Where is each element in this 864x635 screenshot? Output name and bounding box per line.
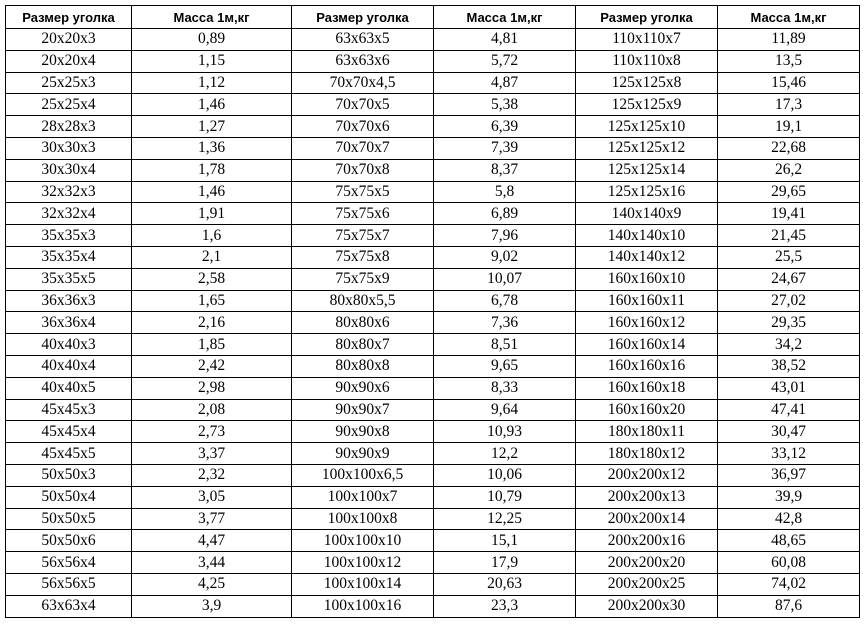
size-cell: 28x28x3 [6, 116, 132, 138]
mass-cell: 2,42 [132, 355, 292, 377]
mass-cell: 19,41 [718, 203, 860, 225]
size-cell: 56x56x4 [6, 552, 132, 574]
table-row [6, 50, 860, 72]
mass-cell: 2,16 [132, 312, 292, 334]
header-size-col-2: Размер уголка [292, 6, 434, 29]
mass-cell: 43,01 [718, 377, 860, 399]
size-cell: 50x50x5 [6, 508, 132, 530]
mass-cell: 0,89 [132, 29, 292, 51]
table-row [6, 334, 860, 356]
mass-cell: 36,97 [718, 464, 860, 486]
size-cell: 30x30x3 [6, 137, 132, 159]
mass-cell: 12,2 [434, 443, 576, 465]
mass-cell: 3,37 [132, 443, 292, 465]
size-cell: 100x100x7 [292, 486, 434, 508]
table-row [6, 552, 860, 574]
table-row [6, 137, 860, 159]
size-cell: 200x200x16 [576, 530, 718, 552]
table-row [6, 290, 860, 312]
size-cell: 90x90x6 [292, 377, 434, 399]
size-cell: 100x100x6,5 [292, 464, 434, 486]
mass-cell: 13,5 [718, 50, 860, 72]
table-row [6, 355, 860, 377]
mass-cell: 1,15 [132, 50, 292, 72]
mass-cell: 3,44 [132, 552, 292, 574]
size-cell: 90x90x7 [292, 399, 434, 421]
table-row [6, 573, 860, 595]
mass-cell: 74,02 [718, 573, 860, 595]
mass-cell: 2,08 [132, 399, 292, 421]
size-cell: 125x125x8 [576, 72, 718, 94]
size-cell: 100x100x12 [292, 552, 434, 574]
size-cell: 70x70x4,5 [292, 72, 434, 94]
size-cell: 80x80x6 [292, 312, 434, 334]
size-cell: 75x75x5 [292, 181, 434, 203]
mass-cell: 8,37 [434, 159, 576, 181]
mass-cell: 42,8 [718, 508, 860, 530]
mass-cell: 24,67 [718, 268, 860, 290]
mass-cell: 3,05 [132, 486, 292, 508]
mass-cell: 10,79 [434, 486, 576, 508]
size-cell: 200x200x20 [576, 552, 718, 574]
mass-cell: 21,45 [718, 225, 860, 247]
size-cell: 140x140x9 [576, 203, 718, 225]
mass-cell: 4,25 [132, 573, 292, 595]
header-row [6, 6, 860, 29]
size-cell: 36x36x4 [6, 312, 132, 334]
mass-cell: 30,47 [718, 421, 860, 443]
angle-weight-table [5, 5, 860, 618]
mass-cell: 19,1 [718, 116, 860, 138]
size-cell: 70x70x8 [292, 159, 434, 181]
table-row [6, 94, 860, 116]
size-cell: 200x200x12 [576, 464, 718, 486]
table-row [6, 443, 860, 465]
mass-cell: 8,51 [434, 334, 576, 356]
size-cell: 160x160x11 [576, 290, 718, 312]
table-row [6, 377, 860, 399]
size-cell: 40x40x4 [6, 355, 132, 377]
size-cell: 90x90x8 [292, 421, 434, 443]
header-mass-col-3: Масса 1м,кг [718, 6, 860, 29]
size-cell: 50x50x6 [6, 530, 132, 552]
mass-cell: 3,77 [132, 508, 292, 530]
mass-cell: 1,27 [132, 116, 292, 138]
size-cell: 80x80x8 [292, 355, 434, 377]
size-cell: 200x200x30 [576, 595, 718, 617]
size-cell: 75x75x9 [292, 268, 434, 290]
mass-cell: 27,02 [718, 290, 860, 312]
size-cell: 110x110x7 [576, 29, 718, 51]
size-cell: 140x140x10 [576, 225, 718, 247]
mass-cell: 1,6 [132, 225, 292, 247]
size-cell: 35x35x5 [6, 268, 132, 290]
size-cell: 110x110x8 [576, 50, 718, 72]
size-cell: 125x125x9 [576, 94, 718, 116]
mass-cell: 11,89 [718, 29, 860, 51]
size-cell: 63x63x6 [292, 50, 434, 72]
size-cell: 100x100x8 [292, 508, 434, 530]
mass-cell: 9,02 [434, 246, 576, 268]
table-row [6, 29, 860, 51]
mass-cell: 22,68 [718, 137, 860, 159]
mass-cell: 33,12 [718, 443, 860, 465]
size-cell: 180x180x12 [576, 443, 718, 465]
table-row [6, 486, 860, 508]
size-cell: 40x40x3 [6, 334, 132, 356]
mass-cell: 5,72 [434, 50, 576, 72]
size-cell: 125x125x10 [576, 116, 718, 138]
mass-cell: 1,78 [132, 159, 292, 181]
table-body [6, 29, 860, 618]
mass-cell: 23,3 [434, 595, 576, 617]
mass-cell: 2,1 [132, 246, 292, 268]
header-size-col-3: Размер уголка [576, 6, 718, 29]
mass-cell: 1,46 [132, 181, 292, 203]
mass-cell: 2,98 [132, 377, 292, 399]
header-mass-col-1: Масса 1м,кг [132, 6, 292, 29]
table-row [6, 399, 860, 421]
size-cell: 32x32x4 [6, 203, 132, 225]
size-cell: 75x75x7 [292, 225, 434, 247]
size-cell: 160x160x10 [576, 268, 718, 290]
mass-cell: 17,3 [718, 94, 860, 116]
size-cell: 30x30x4 [6, 159, 132, 181]
mass-cell: 38,52 [718, 355, 860, 377]
mass-cell: 25,5 [718, 246, 860, 268]
mass-cell: 10,06 [434, 464, 576, 486]
size-cell: 160x160x12 [576, 312, 718, 334]
mass-cell: 3,9 [132, 595, 292, 617]
table-row [6, 181, 860, 203]
size-cell: 80x80x5,5 [292, 290, 434, 312]
mass-cell: 5,8 [434, 181, 576, 203]
mass-cell: 17,9 [434, 552, 576, 574]
mass-cell: 87,6 [718, 595, 860, 617]
mass-cell: 15,1 [434, 530, 576, 552]
mass-cell: 6,89 [434, 203, 576, 225]
size-cell: 160x160x18 [576, 377, 718, 399]
mass-cell: 5,38 [434, 94, 576, 116]
size-cell: 100x100x14 [292, 573, 434, 595]
size-cell: 160x160x14 [576, 334, 718, 356]
mass-cell: 4,87 [434, 72, 576, 94]
mass-cell: 10,07 [434, 268, 576, 290]
size-cell: 80x80x7 [292, 334, 434, 356]
size-cell: 20x20x3 [6, 29, 132, 51]
size-cell: 125x125x14 [576, 159, 718, 181]
mass-cell: 48,65 [718, 530, 860, 552]
mass-cell: 1,36 [132, 137, 292, 159]
mass-cell: 9,64 [434, 399, 576, 421]
header-size-col-1: Размер уголка [6, 6, 132, 29]
mass-cell: 7,96 [434, 225, 576, 247]
mass-cell: 1,85 [132, 334, 292, 356]
size-cell: 75x75x6 [292, 203, 434, 225]
table-row [6, 72, 860, 94]
table-row [6, 508, 860, 530]
mass-cell: 9,65 [434, 355, 576, 377]
table-row [6, 268, 860, 290]
size-cell: 50x50x3 [6, 464, 132, 486]
size-cell: 140x140x12 [576, 246, 718, 268]
mass-cell: 7,39 [434, 137, 576, 159]
mass-cell: 1,12 [132, 72, 292, 94]
size-cell: 25x25x3 [6, 72, 132, 94]
size-cell: 63x63x5 [292, 29, 434, 51]
mass-cell: 47,41 [718, 399, 860, 421]
size-cell: 36x36x3 [6, 290, 132, 312]
size-cell: 35x35x4 [6, 246, 132, 268]
size-cell: 125x125x12 [576, 137, 718, 159]
size-cell: 40x40x5 [6, 377, 132, 399]
mass-cell: 1,46 [132, 94, 292, 116]
mass-cell: 1,65 [132, 290, 292, 312]
size-cell: 25x25x4 [6, 94, 132, 116]
mass-cell: 6,39 [434, 116, 576, 138]
mass-cell: 29,35 [718, 312, 860, 334]
size-cell: 90x90x9 [292, 443, 434, 465]
mass-cell: 4,81 [434, 29, 576, 51]
size-cell: 70x70x5 [292, 94, 434, 116]
mass-cell: 29,65 [718, 181, 860, 203]
mass-cell: 7,36 [434, 312, 576, 334]
size-cell: 75x75x8 [292, 246, 434, 268]
size-cell: 45x45x5 [6, 443, 132, 465]
table-row [6, 530, 860, 552]
size-cell: 35x35x3 [6, 225, 132, 247]
size-cell: 125x125x16 [576, 181, 718, 203]
table-row [6, 116, 860, 138]
header-mass-col-2: Масса 1м,кг [434, 6, 576, 29]
size-cell: 100x100x10 [292, 530, 434, 552]
size-cell: 63x63x4 [6, 595, 132, 617]
table-row [6, 246, 860, 268]
mass-cell: 39,9 [718, 486, 860, 508]
table-row [6, 203, 860, 225]
mass-cell: 6,78 [434, 290, 576, 312]
size-cell: 100x100x16 [292, 595, 434, 617]
size-cell: 200x200x13 [576, 486, 718, 508]
mass-cell: 4,47 [132, 530, 292, 552]
table-row [6, 312, 860, 334]
table-row [6, 159, 860, 181]
mass-cell: 26,2 [718, 159, 860, 181]
mass-cell: 15,46 [718, 72, 860, 94]
size-cell: 200x200x14 [576, 508, 718, 530]
mass-cell: 34,2 [718, 334, 860, 356]
size-cell: 200x200x25 [576, 573, 718, 595]
mass-cell: 12,25 [434, 508, 576, 530]
size-cell: 70x70x7 [292, 137, 434, 159]
size-cell: 45x45x3 [6, 399, 132, 421]
size-cell: 32x32x3 [6, 181, 132, 203]
size-cell: 160x160x20 [576, 399, 718, 421]
mass-cell: 10,93 [434, 421, 576, 443]
angle-steel-weight-sheet [5, 5, 859, 629]
table-row [6, 595, 860, 617]
table-row [6, 464, 860, 486]
size-cell: 56x56x5 [6, 573, 132, 595]
size-cell: 45x45x4 [6, 421, 132, 443]
table-row [6, 421, 860, 443]
mass-cell: 2,58 [132, 268, 292, 290]
size-cell: 20x20x4 [6, 50, 132, 72]
size-cell: 70x70x6 [292, 116, 434, 138]
mass-cell: 2,32 [132, 464, 292, 486]
mass-cell: 2,73 [132, 421, 292, 443]
size-cell: 50x50x4 [6, 486, 132, 508]
mass-cell: 1,91 [132, 203, 292, 225]
mass-cell: 20,63 [434, 573, 576, 595]
size-cell: 160x160x16 [576, 355, 718, 377]
mass-cell: 8,33 [434, 377, 576, 399]
size-cell: 180x180x11 [576, 421, 718, 443]
table-row [6, 225, 860, 247]
mass-cell: 60,08 [718, 552, 860, 574]
